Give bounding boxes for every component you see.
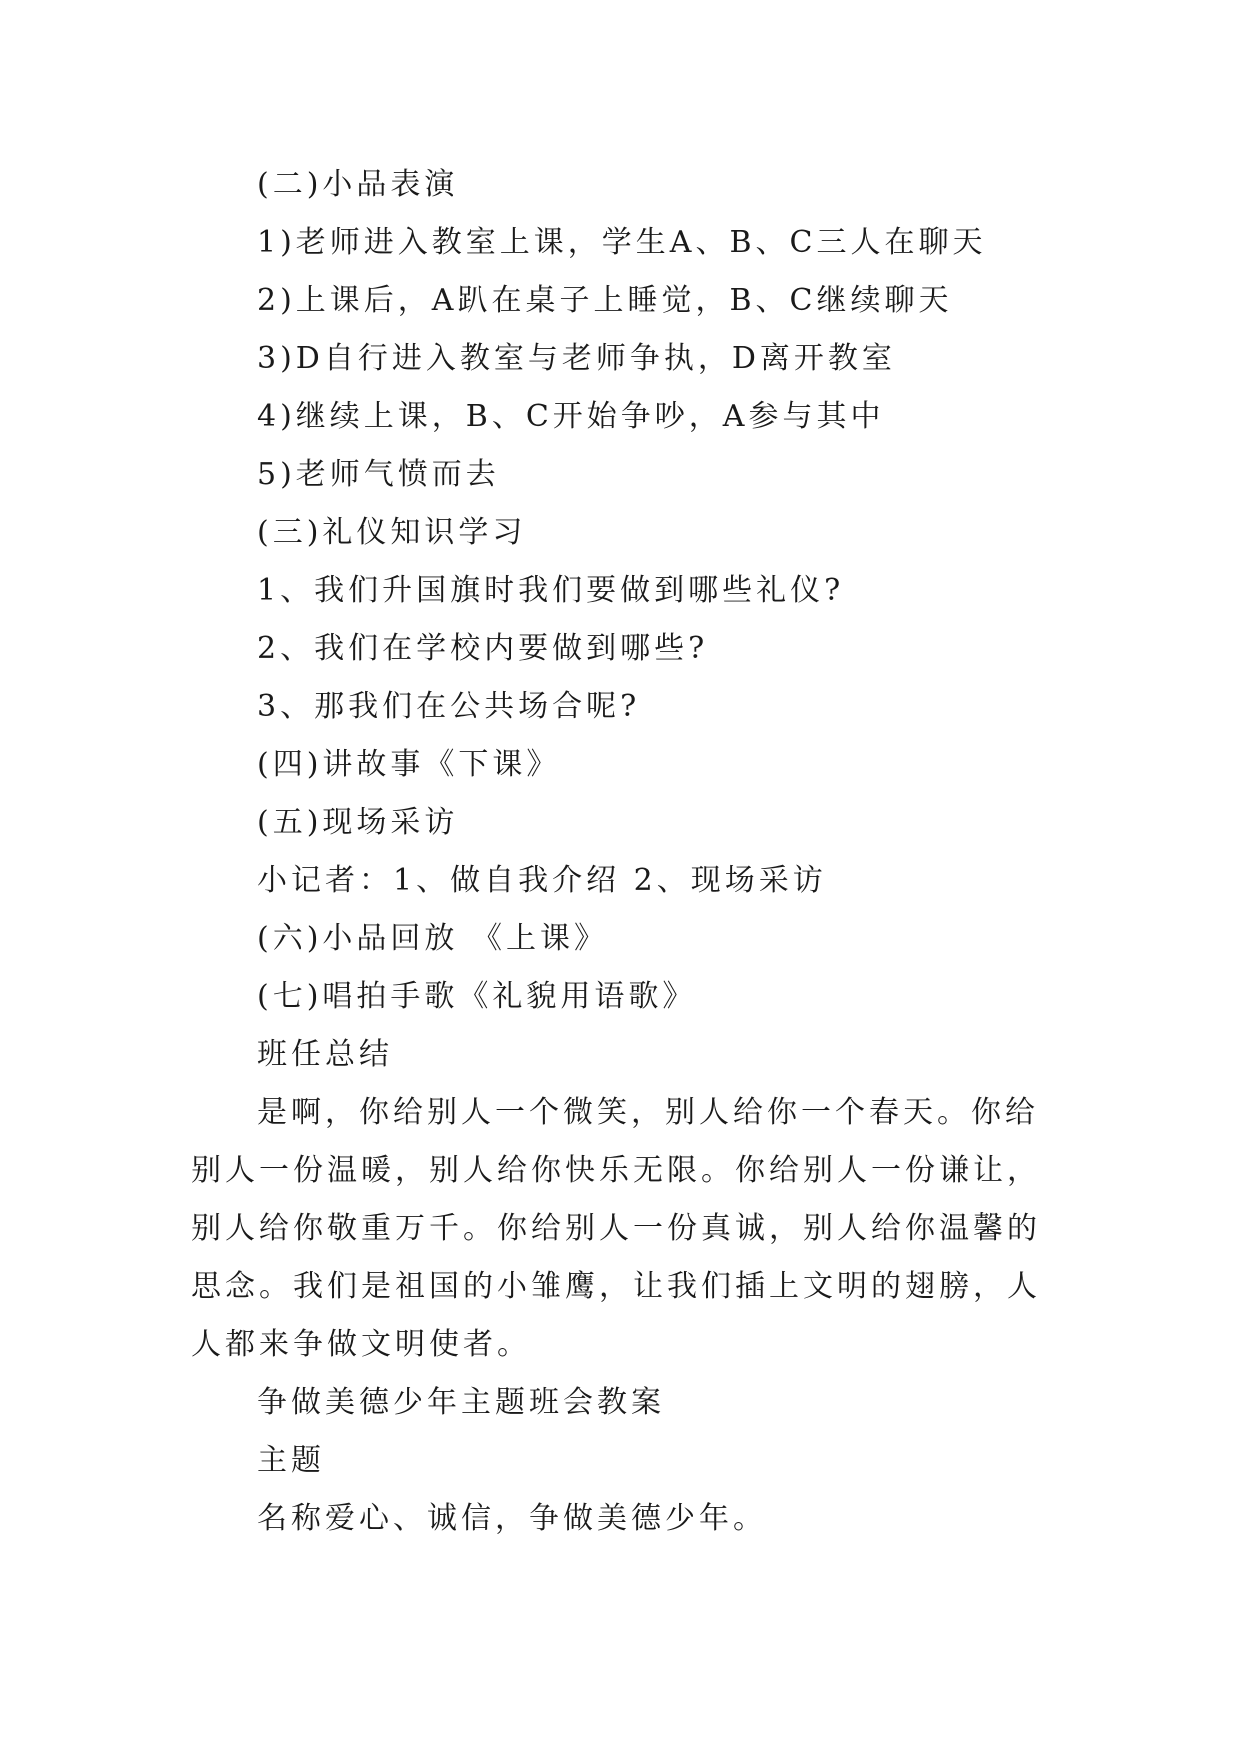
summary-paragraph: 是啊，你给别人一个微笑，别人给你一个春天。你给别人一份温暖，别人给你快乐无限。你给别人一份谦让，别人给你敬重万千。你给别人一份真诚，别人给你温馨的思念。我们是祖国的小雏鹰，让我们插上文明的翅膀，人人都来争做文明使者。 <box>191 1095 1041 1362</box>
document-body <box>191 156 1071 1548</box>
section-heading-replay: (六)小品回放 《上课》 <box>257 921 608 956</box>
section-heading-etiquette: (三)礼仪知识学习 <box>257 515 527 550</box>
text-line: 3、那我们在公共场合呢? <box>257 689 641 724</box>
text-line: 1、我们升国旗时我们要做到哪些礼仪? <box>257 573 845 608</box>
theme-heading: 主题 <box>257 1443 325 1478</box>
section-heading-story: (四)讲故事《下课》 <box>257 747 561 782</box>
text-line: 5)老师气愤而去 <box>257 457 500 492</box>
text-line: 1)老师进入教室上课，学生A、B、C三人在聊天 <box>257 225 987 260</box>
section-heading-interview: (五)现场采访 <box>257 805 459 840</box>
text-line: 4)继续上课，B、C开始争吵，A参与其中 <box>257 399 885 434</box>
theme-name: 名称爱心、诚信，争做美德少年。 <box>257 1501 767 1536</box>
text-line: 小记者：1、做自我介绍 2、现场采访 <box>257 863 827 898</box>
section-heading-skit: (二)小品表演 <box>257 167 459 202</box>
text-line: 2)上课后，A趴在桌子上睡觉，B、C继续聊天 <box>257 283 953 318</box>
section-heading-summary: 班任总结 <box>257 1037 393 1072</box>
text-line: 3)D自行进入教室与老师争执，D离开教室 <box>257 341 896 376</box>
text-line: 2、我们在学校内要做到哪些? <box>257 631 709 666</box>
lesson-plan-title: 争做美德少年主题班会教案 <box>257 1385 665 1420</box>
section-heading-song: (七)唱拍手歌《礼貌用语歌》 <box>257 979 697 1014</box>
